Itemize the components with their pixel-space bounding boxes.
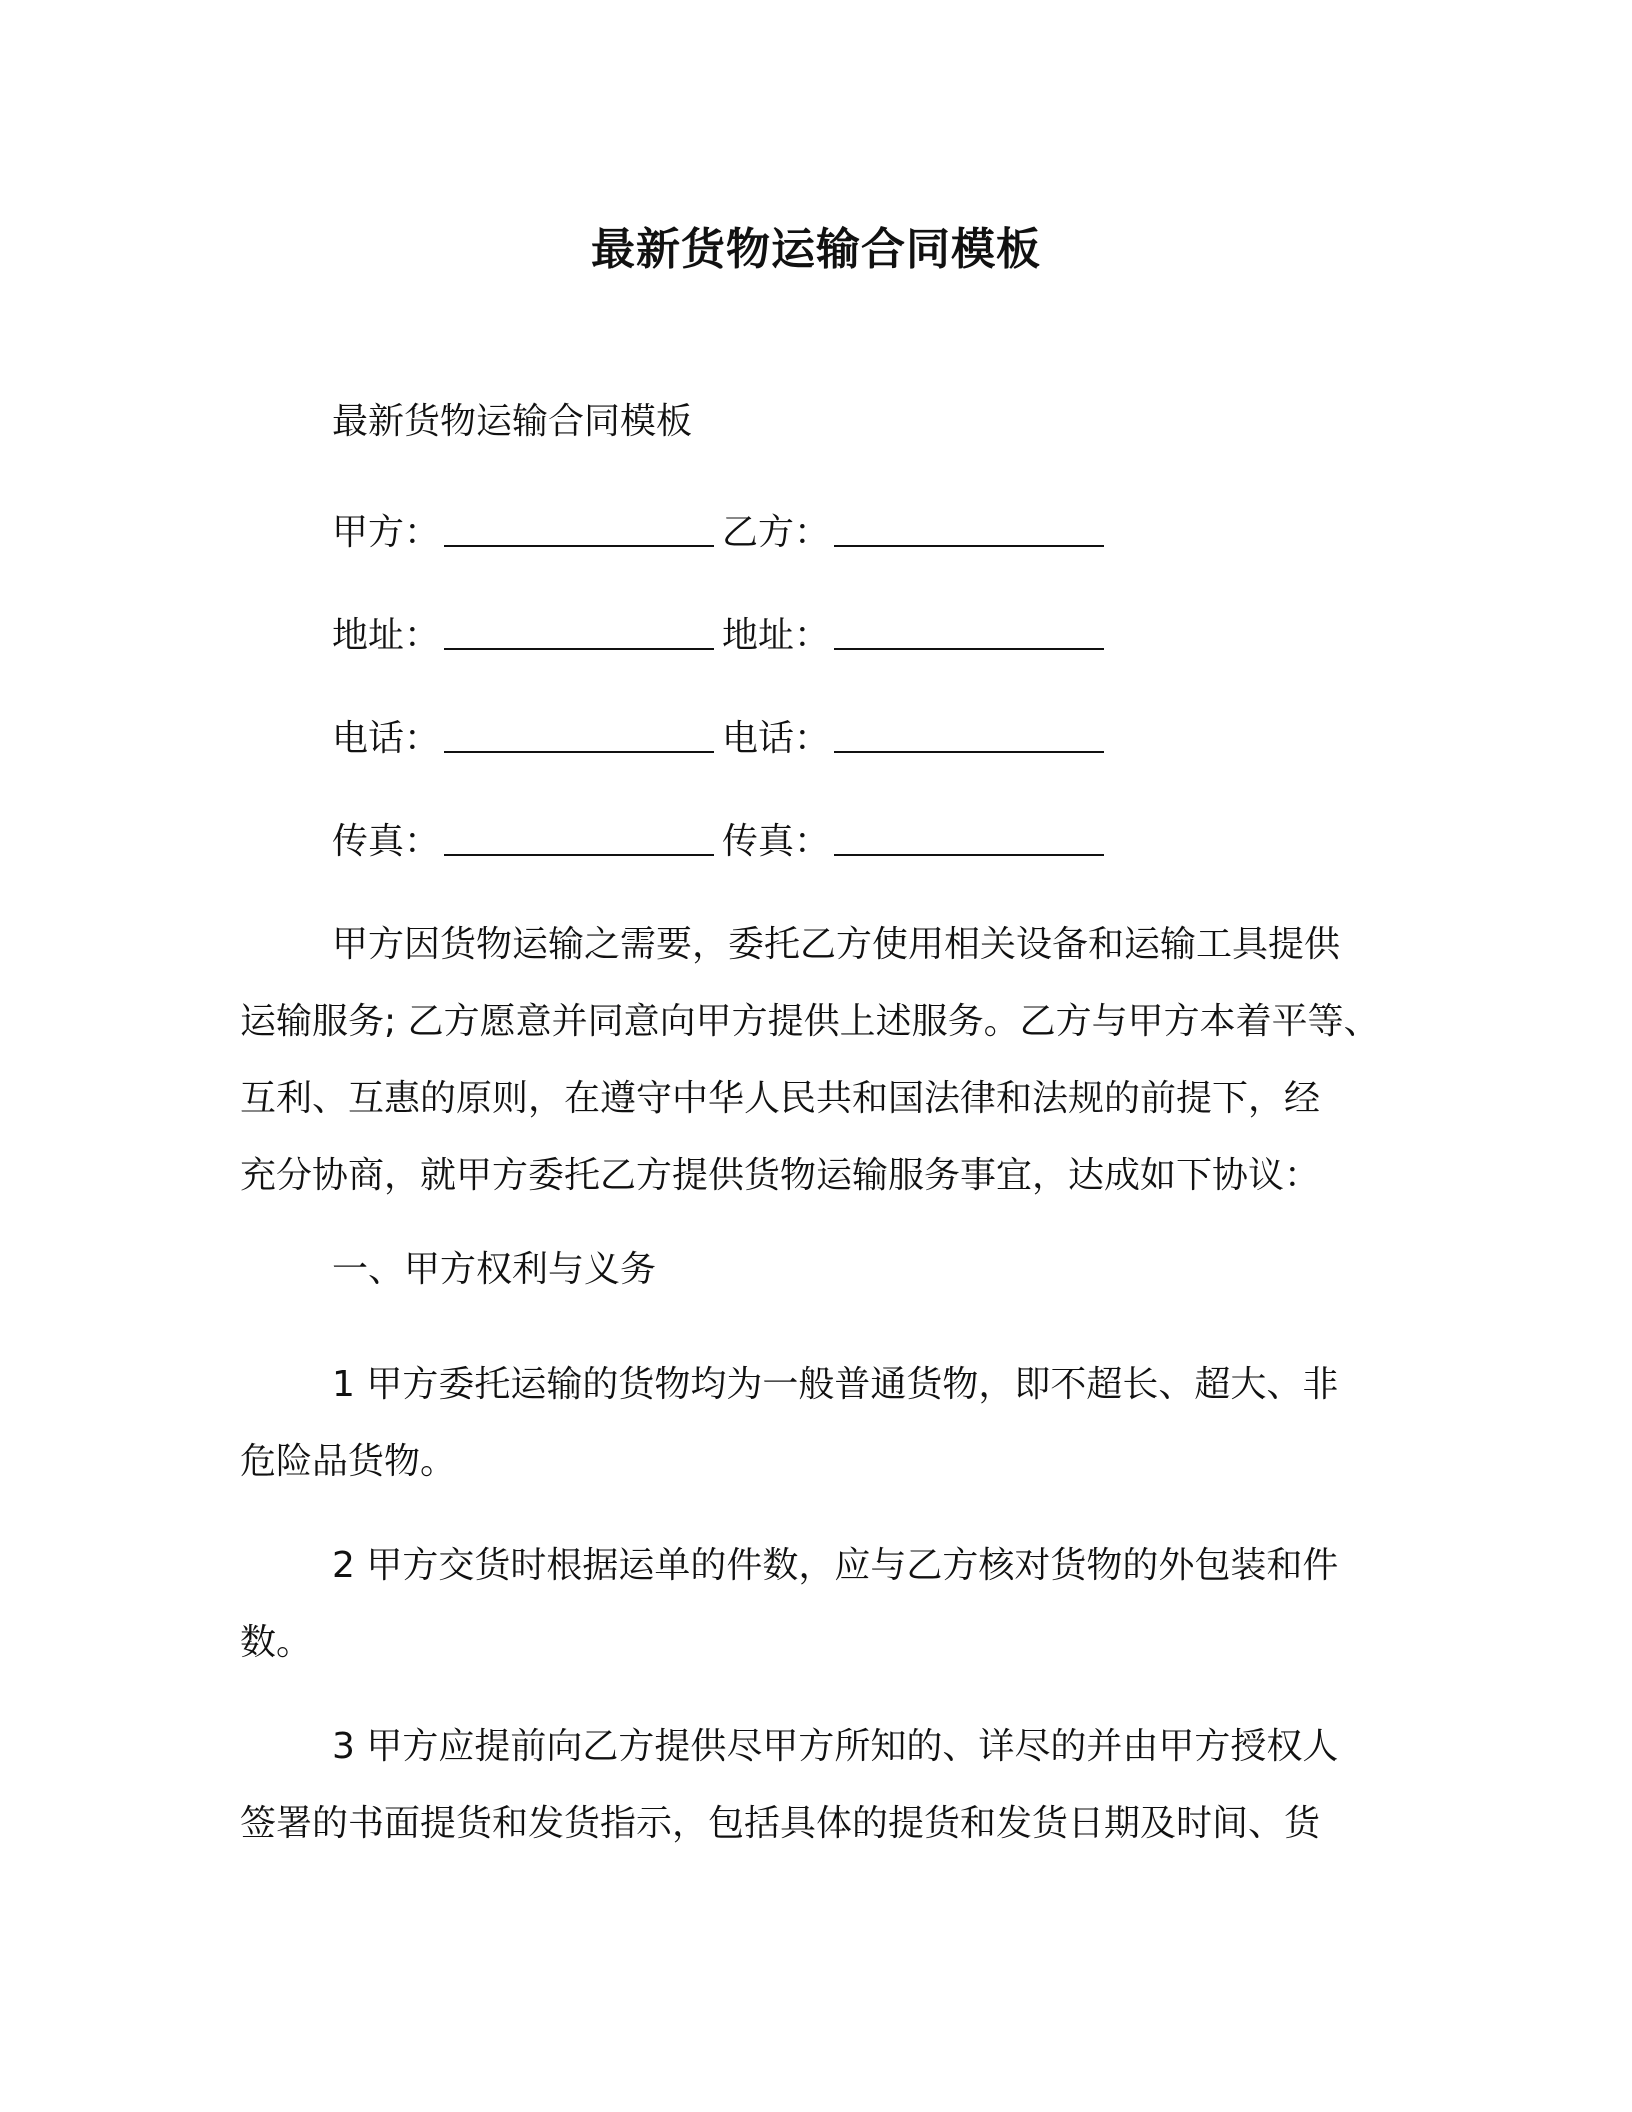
field-label: 电话：: [722, 718, 831, 759]
field-label: 电话：: [332, 718, 441, 759]
blank-line: [444, 715, 714, 753]
blank-line: [834, 715, 1104, 753]
paragraph-line: 运输服务; 乙方愿意并同意向甲方提供上述服务。乙方与甲方本着平等、: [240, 1001, 1380, 1042]
paragraph-line: 充分协商，就甲方委托乙方提供货物运输服务事宜，达成如下协议：: [240, 1155, 1321, 1196]
blank-line: [444, 818, 714, 856]
paragraph-line: 甲方因货物运输之需要，委托乙方使用相关设备和运输工具提供: [332, 924, 1341, 965]
document-title: 最新货物运输合同模板: [591, 224, 1041, 275]
field-label: 传真：: [722, 821, 831, 862]
party-a-fax-field: [332, 818, 714, 866]
party-b-field: [722, 509, 1104, 557]
blank-line: [834, 509, 1104, 547]
field-label: 地址：: [722, 615, 831, 656]
party-a-field: [332, 509, 714, 557]
paragraph-line: 3 甲方应提前向乙方提供尽甲方所知的、详尽的并由甲方授权人: [332, 1726, 1339, 1767]
paragraph-line: 危险品货物。: [240, 1441, 457, 1482]
clause-1: [240, 1346, 1390, 1500]
paragraph-line: 1 甲方委托运输的货物均为一般普通货物，即不超长、超大、非: [332, 1364, 1339, 1405]
paragraph-line: 签署的书面提货和发货指示，包括具体的提货和发货日期及时间、货: [240, 1803, 1321, 1844]
paragraph-line: 数。: [240, 1622, 313, 1663]
field-label: 乙方：: [722, 512, 831, 553]
blank-line: [834, 612, 1104, 650]
document-subtitle: 最新货物运输合同模板: [332, 401, 693, 442]
paragraph-line: 2 甲方交货时根据运单的件数，应与乙方核对货物的外包装和件: [332, 1545, 1339, 1586]
blank-line: [444, 612, 714, 650]
paragraph-line: 互利、互惠的原则，在遵守中华人民共和国法律和法规的前提下，经: [240, 1078, 1321, 1119]
field-label: 地址：: [332, 615, 441, 656]
party-a-address-field: [332, 612, 714, 660]
blank-line: [444, 509, 714, 547]
party-b-phone-field: [722, 715, 1104, 763]
section-heading: 一、甲方权利与义务: [332, 1249, 657, 1290]
field-label: 甲方：: [332, 512, 441, 553]
field-label: 传真：: [332, 821, 441, 862]
party-b-address-field: [722, 612, 1104, 660]
blank-line: [834, 818, 1104, 856]
clause-3: [240, 1708, 1390, 1862]
intro-paragraph: [240, 906, 1390, 1214]
party-a-phone-field: [332, 715, 714, 763]
party-b-fax-field: [722, 818, 1104, 866]
clause-2: [240, 1527, 1390, 1681]
